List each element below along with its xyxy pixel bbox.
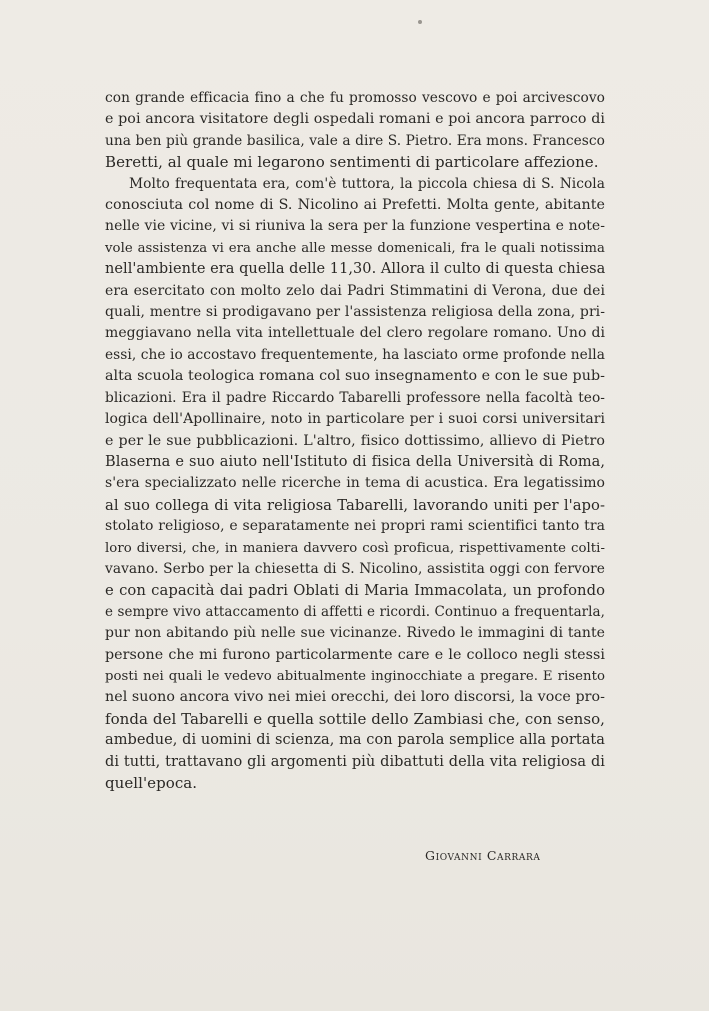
- text-line: vavano. Serbo per la chiesetta di S. Nicolino, assistita oggi con fervore: [105, 560, 605, 577]
- text-line: con grande efficacia fino a che fu promosso vescovo e poi arcivescovo: [105, 90, 605, 106]
- text-line: alta scuola teologica romana col suo insegnamento e con le sue pub-: [105, 368, 605, 385]
- text-line: Blaserna e suo aiuto nell'Istituto di fisica della Università di Roma,: [105, 453, 605, 470]
- text-line: una ben più grande basilica, vale a dire S. Pietro. Era mons. Francesco: [105, 132, 605, 149]
- text-line: e per le sue pubblicazioni. L'altro, fisico dottissimo, allievo di Pietro: [105, 432, 605, 449]
- text-line: blicazioni. Era il padre Riccardo Tabarelli professore nella facoltà teo-: [105, 389, 605, 406]
- text-line: stolato religioso, e separatamente nei propri rami scientifici tanto tra: [105, 518, 605, 535]
- text-line: e con capacità dai padri Oblati di Maria Immacolata, un profondo: [105, 582, 605, 600]
- text-line: pur non abitando più nelle sue vicinanze. Rivedo le immagini di tante: [105, 625, 605, 642]
- text-line: loro diversi, che, in maniera davvero così proficua, rispettivamente colti-: [105, 540, 605, 556]
- text-line: era esercitato con molto zelo dai Padri Stimmatini di Verona, due dei: [105, 282, 605, 299]
- text-line: fonda del Tabarelli e quella sottile dello Zambiasi che, con senso,: [105, 709, 605, 728]
- text-line: nelle vie vicine, vi si riuniva la sera per la funzione vespertina e note-: [105, 218, 605, 235]
- body-text: [105, 88, 605, 794]
- text-line: conosciuta col nome di S. Nicolino ai Prefetti. Molta gente, abitante: [105, 197, 605, 214]
- paragraph-2: [105, 174, 605, 795]
- text-line: di tutti, trattavano gli argomenti più dibattuti della vita religiosa di: [105, 753, 605, 770]
- paper-mark: [418, 20, 422, 24]
- author-signature: Giovanni Carrara: [425, 848, 541, 863]
- text-line: essi, che io accostavo frequentemente, ha lasciato orme profonde nella: [105, 346, 605, 363]
- text-line: vole assistenza vi era anche alle messe domenicali, fra le quali notissima: [105, 240, 605, 256]
- text-line: quell'epoca.: [105, 774, 198, 792]
- text-line: quali, mentre si prodigavano per l'assistenza religiosa della zona, pri-: [105, 304, 605, 321]
- text-line: s'era specializzato nelle ricerche in tema di acustica. Era legatissimo: [105, 475, 605, 492]
- text-line: Molto frequentata era, com'è tuttora, la piccola chiesa di S. Nicola: [129, 175, 605, 192]
- text-line: ambedue, di uomini di scienza, ma con parola semplice alla portata: [105, 732, 605, 749]
- paragraph-1: [105, 88, 605, 174]
- text-line: Beretti, al quale mi legarono sentimenti di particolare affezione.: [105, 153, 599, 172]
- text-line: posti nei quali le vedevo abitualmente inginocchiate a pregare. E risento: [105, 668, 605, 684]
- text-line: nel suono ancora vivo nei miei orecchi, dei loro discorsi, la voce pro-: [105, 689, 605, 706]
- text-line: meggiavano nella vita intellettuale del clero regolare romano. Uno di: [105, 325, 605, 342]
- text-line: e sempre vivo attaccamento di affetti e ricordi. Continuo a frequentarla,: [105, 603, 605, 620]
- text-line: al suo collega di vita religiosa Tabarelli, lavorando uniti per l'apo-: [105, 496, 605, 514]
- text-line: persone che mi furono particolarmente care e le colloco negli stessi: [105, 646, 605, 663]
- text-line: e poi ancora visitatore degli ospedali romani e poi ancora parroco di: [105, 111, 605, 128]
- text-line: nell'ambiente era quella delle 11,30. Allora il culto di questa chiesa: [105, 261, 606, 278]
- text-line: logica dell'Apollinaire, noto in particolare per i suoi corsi universitari: [105, 411, 605, 428]
